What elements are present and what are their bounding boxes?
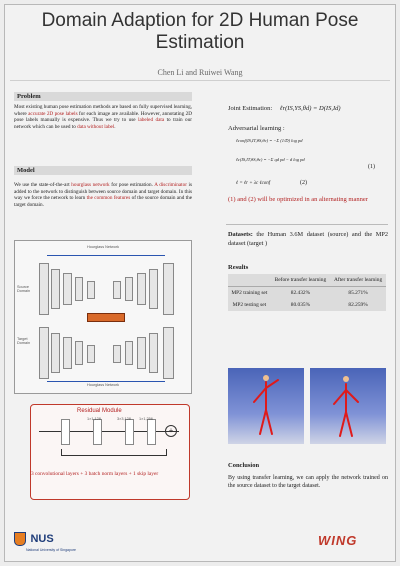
model-text-2: for pose estimation.: [109, 182, 155, 188]
pose-skeleton-left: [228, 368, 304, 444]
equation-tag-2: (2): [300, 180, 307, 186]
nus-crest-icon: [14, 532, 26, 546]
equation-b: ℓc(IS,IT,θS,θc) = −Σ qd pd − d log pd: [236, 157, 305, 162]
hourglass-top-block-6: [113, 281, 121, 299]
results-col-2: After transfer learning: [330, 274, 386, 287]
hourglass-bottom-block-6: [113, 345, 121, 363]
conv-label-1: 1×1,128: [87, 417, 101, 421]
hourglass-top-block-8: [137, 273, 146, 305]
hourglass-top-block-5: [87, 281, 95, 299]
model-text-1: We use the state-of-the-art: [14, 182, 72, 188]
model-highlight-3: the common features: [86, 195, 131, 202]
adversarial-label: Adversarial learning :: [228, 125, 285, 132]
pose-skeleton-right: [310, 368, 386, 444]
skip-arrow-bottom: [47, 381, 165, 382]
problem-highlight-1: accurate 2D pose labels: [28, 110, 78, 117]
nus-subtitle: National University of Singapore: [26, 548, 76, 552]
model-text: [14, 182, 192, 209]
joint-estimation: [228, 106, 388, 113]
row-before: 80.035%: [290, 302, 311, 308]
hourglass-top-block-10: [163, 263, 174, 315]
hourglass-bottom-block-7: [125, 341, 133, 365]
conclusion-heading: Conclusion: [228, 462, 260, 469]
equation-c: ℓ = ℓr + λc ℓconf: [236, 181, 271, 186]
results-col-0: [228, 274, 271, 287]
residual-main-line: [39, 431, 179, 432]
optimization-note: [228, 196, 388, 204]
problem-text: [14, 104, 192, 131]
model-highlight-1: hourglass network: [71, 182, 110, 188]
row-name: MP2 testing set: [232, 302, 267, 308]
model-text-3: is added to the network to distinguish between source domain and target domain. In this way we force the network to learn: [14, 182, 192, 202]
skip-arrow-top: [47, 255, 165, 256]
discriminator-block: [87, 313, 125, 322]
wing-logo: [318, 532, 357, 550]
wing-wordmark: WING: [318, 533, 358, 548]
hourglass-top-block-2: [51, 269, 60, 309]
hourglass-bottom-block-2: [51, 333, 60, 373]
hourglass-top-block-9: [149, 269, 158, 309]
joint-estimation-eq: ℓr(IS,YS,θd) = D(IS,Id): [279, 105, 341, 112]
right-divider: [226, 224, 388, 225]
hourglass-bottom-block-4: [75, 341, 83, 365]
conv-label-2: 3×3,128: [117, 417, 131, 421]
pose-image-right: [310, 368, 386, 444]
problem-text-1: Most existing human pose estimation methods are based on fully supervised learning, where: [14, 104, 192, 117]
residual-add-node: +: [165, 425, 177, 437]
source-domain-label: Source Domain: [17, 285, 31, 293]
hourglass-bottom-block-10: [163, 327, 174, 379]
hourglass-top-block-4: [75, 277, 83, 301]
hourglass-top-block-3: [63, 273, 72, 305]
hourglass-bottom-block-3: [63, 337, 72, 369]
results-header-row: [228, 274, 386, 287]
residual-module-caption: 3 convolutional layers + 3 batch norm layers + 1 skip layer: [31, 471, 159, 477]
hourglass-bottom-block-8: [137, 337, 146, 369]
residual-conv-1: [61, 419, 70, 445]
datasets-label: Datasets:: [228, 231, 253, 238]
residual-conv-3: [125, 419, 134, 445]
hourglass-bottom-label: Hourglass Network: [87, 383, 120, 387]
hourglass-top-block-1: [39, 263, 49, 315]
nus-logo: [14, 530, 76, 552]
model-highlight-2: A discriminator: [154, 182, 187, 188]
residual-conv-2: [93, 419, 102, 445]
joint-estimation-label: Joint Estimation:: [228, 105, 273, 112]
problem-text-3: to train our network which can be used to: [14, 117, 192, 131]
architecture-diagram: [14, 240, 192, 394]
residual-module-title: Residual Module: [77, 408, 122, 414]
datasets-line: [228, 230, 388, 248]
hourglass-top-label: Hourglass Network: [87, 245, 120, 249]
problem-highlight-3: data without label: [77, 124, 115, 131]
row-before: 82.432%: [290, 290, 311, 296]
problem-heading: Problem: [14, 92, 192, 101]
problem-text-4: .: [114, 124, 116, 131]
problem-highlight-2: labeled data: [138, 117, 165, 124]
results-col-1: Before transfer learning: [271, 274, 330, 287]
poster-title: Domain Adaption for 2D Human Pose Estimation: [41, 10, 359, 53]
residual-conv-4: [147, 419, 156, 445]
conv-label-3: 1×1,256: [139, 417, 153, 421]
row-name: MP2 training set: [231, 290, 268, 296]
target-domain-label: Target Domain: [17, 337, 31, 345]
optimization-note-text: (1) and (2) will be optimized in an alternating manner: [228, 196, 368, 203]
equation-a: ℓconf(IS,IT,θS,θc) = −Σ (1/D) log pd: [236, 138, 303, 143]
results-table: [228, 274, 386, 311]
header-divider: [10, 80, 390, 81]
table-row: [228, 287, 386, 300]
model-text-4: of the source domain and the target domain.: [14, 195, 192, 209]
equation-tag-1: (1): [368, 164, 375, 170]
conclusion-text: By using transfer learning, we can apply the network trained on the source dataset to the target dataset.: [228, 475, 388, 489]
hourglass-bottom-block-1: [39, 327, 49, 379]
row-after: 85.271%: [348, 290, 368, 296]
hourglass-bottom-block-5: [87, 345, 95, 363]
pose-image-left: [228, 368, 304, 444]
residual-skip-connection: [61, 449, 167, 456]
model-heading: Model: [14, 166, 192, 175]
datasets-text: the Human 3.6M dataset (source) and the MP2 dataset (target ): [228, 231, 388, 247]
table-row: [228, 299, 386, 311]
nus-wordmark: NUS: [30, 532, 54, 545]
hourglass-top-block-7: [125, 277, 133, 301]
problem-text-2: for each image are available. However, annotating 2D pose labels manually is expensive. Thus we try to use: [14, 110, 192, 124]
poster-authors: Chen Li and Ruiwei Wang: [157, 68, 243, 77]
results-heading: Results: [228, 264, 249, 271]
row-after: 82.259%: [348, 302, 368, 308]
residual-module-box: [30, 404, 190, 500]
hourglass-bottom-block-9: [149, 333, 158, 373]
